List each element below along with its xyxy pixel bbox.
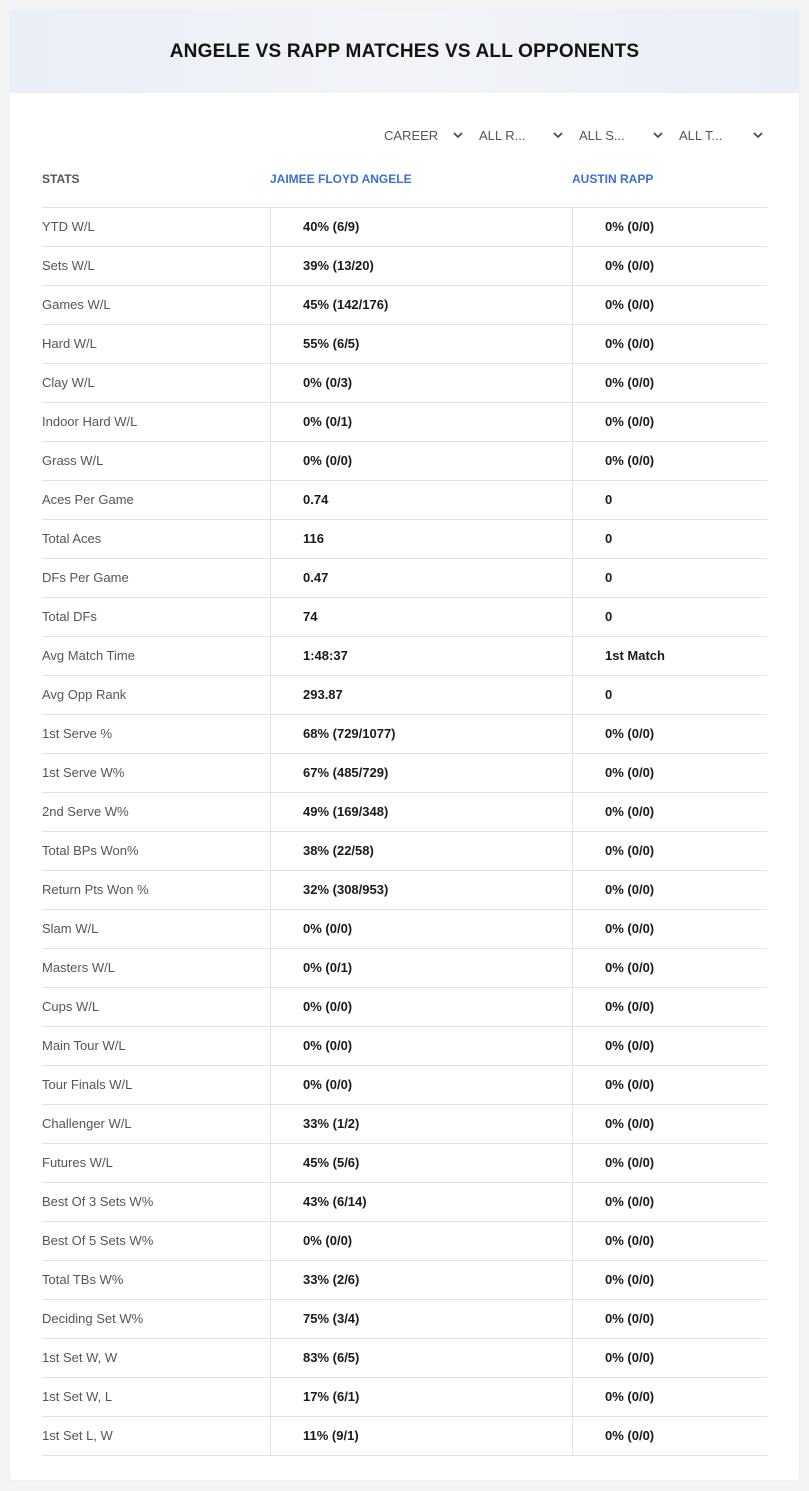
stat-label: Hard W/L	[42, 336, 97, 351]
table-row	[42, 1261, 767, 1300]
table-row	[42, 403, 767, 442]
stat-label: DFs Per Game	[42, 570, 129, 585]
stats-column-header: STATS	[42, 172, 80, 186]
table-header	[42, 160, 767, 208]
player2-stat-value: 1st Match	[572, 637, 665, 675]
table-body	[42, 208, 767, 1456]
player2-stat-value: 0% (0/0)	[572, 1027, 654, 1065]
player2-stat-value: 0% (0/0)	[572, 715, 654, 753]
player1-stat-value: 68% (729/1077)	[270, 715, 396, 753]
player1-stat-value: 40% (6/9)	[270, 208, 359, 246]
chevron-down-icon	[452, 129, 464, 141]
player2-stat-value: 0% (0/0)	[572, 247, 654, 285]
player1-stat-value: 0.74	[270, 481, 328, 519]
player1-stat-value: 43% (6/14)	[270, 1183, 367, 1221]
stat-label: 2nd Serve W%	[42, 804, 129, 819]
stat-label: Total Aces	[42, 531, 102, 546]
player2-stat-value: 0% (0/0)	[572, 754, 654, 792]
filter-tournament-select[interactable]	[679, 124, 764, 146]
filter-round-select[interactable]	[479, 124, 564, 146]
filter-period-select[interactable]	[384, 124, 464, 146]
player2-stat-value: 0% (0/0)	[572, 1105, 654, 1143]
player2-stat-value: 0% (0/0)	[572, 1261, 654, 1299]
player1-stat-value: 74	[270, 598, 317, 636]
player1-stat-value: 0.47	[270, 559, 328, 597]
table-row	[42, 481, 767, 520]
player1-column-header[interactable]: JAIMEE FLOYD ANGELE	[270, 172, 412, 186]
stat-label: 1st Serve %	[42, 726, 113, 741]
stat-label: Avg Match Time	[42, 648, 135, 663]
player2-stat-value: 0	[572, 598, 612, 636]
chevron-down-icon	[552, 129, 564, 141]
table-row	[42, 1105, 767, 1144]
chevron-down-icon	[752, 129, 764, 141]
stat-label: Avg Opp Rank	[42, 687, 127, 702]
stat-label: Best Of 5 Sets W%	[42, 1233, 154, 1248]
player1-stat-value: 55% (6/5)	[270, 325, 359, 363]
stat-label: Total BPs Won%	[42, 843, 139, 858]
table-row	[42, 598, 767, 637]
player1-stat-value: 33% (1/2)	[270, 1105, 359, 1143]
table-row	[42, 910, 767, 949]
table-row	[42, 754, 767, 793]
player2-stat-value: 0% (0/0)	[572, 442, 654, 480]
player2-stat-value: 0% (0/0)	[572, 286, 654, 324]
player1-stat-value: 38% (22/58)	[270, 832, 374, 870]
table-row	[42, 247, 767, 286]
player2-stat-value: 0% (0/0)	[572, 1378, 654, 1416]
table-row	[42, 208, 767, 247]
player2-stat-value: 0% (0/0)	[572, 208, 654, 246]
player1-stat-value: 49% (169/348)	[270, 793, 388, 831]
player1-stat-value: 45% (142/176)	[270, 286, 388, 324]
table-row	[42, 676, 767, 715]
table-row	[42, 871, 767, 910]
stat-label: Masters W/L	[42, 960, 115, 975]
stats-card	[10, 10, 799, 1480]
player1-stat-value: 0% (0/1)	[270, 949, 352, 987]
player1-stat-value: 83% (6/5)	[270, 1339, 359, 1377]
card-header	[10, 10, 799, 93]
player2-stat-value: 0% (0/0)	[572, 1339, 654, 1377]
player2-stat-value: 0	[572, 676, 612, 714]
stat-label: YTD W/L	[42, 219, 95, 234]
table-row	[42, 364, 767, 403]
table-row	[42, 1027, 767, 1066]
stat-label: Clay W/L	[42, 375, 95, 390]
player2-stat-value: 0% (0/0)	[572, 1222, 654, 1260]
table-row	[42, 1183, 767, 1222]
player1-stat-value: 11% (9/1)	[270, 1417, 359, 1455]
player1-stat-value: 75% (3/4)	[270, 1300, 359, 1338]
stat-label: Return Pts Won %	[42, 882, 149, 897]
player1-stat-value: 0% (0/0)	[270, 910, 352, 948]
stat-label: 1st Set L, W	[42, 1428, 113, 1443]
table-row	[42, 286, 767, 325]
stat-label: Grass W/L	[42, 453, 104, 468]
player2-column-header[interactable]: AUSTIN RAPP	[572, 172, 654, 186]
stat-label: Aces Per Game	[42, 492, 134, 507]
player1-stat-value: 45% (5/6)	[270, 1144, 359, 1182]
stats-table	[42, 160, 767, 1456]
player2-stat-value: 0% (0/0)	[572, 1066, 654, 1104]
player1-stat-value: 67% (485/729)	[270, 754, 388, 792]
stat-label: 1st Set W, W	[42, 1350, 118, 1365]
player1-stat-value: 293.87	[270, 676, 343, 714]
player1-stat-value: 116	[270, 520, 324, 558]
stat-label: Cups W/L	[42, 999, 100, 1014]
table-row	[42, 325, 767, 364]
player2-stat-value: 0	[572, 481, 612, 519]
stat-label: Total TBs W%	[42, 1272, 124, 1287]
table-row	[42, 793, 767, 832]
player2-stat-value: 0% (0/0)	[572, 325, 654, 363]
player2-stat-value: 0% (0/0)	[572, 988, 654, 1026]
player2-stat-value: 0% (0/0)	[572, 364, 654, 402]
table-row	[42, 715, 767, 754]
stat-label: Main Tour W/L	[42, 1038, 126, 1053]
stat-label: Total DFs	[42, 609, 97, 624]
player1-stat-value: 32% (308/953)	[270, 871, 388, 909]
filter-surface-select[interactable]	[579, 124, 664, 146]
filter-round-value: ALL R...	[479, 127, 526, 143]
player2-stat-value: 0	[572, 520, 612, 558]
stat-label: Tour Finals W/L	[42, 1077, 133, 1092]
player1-stat-value: 39% (13/20)	[270, 247, 374, 285]
chevron-down-icon	[652, 129, 664, 141]
player2-stat-value: 0% (0/0)	[572, 871, 654, 909]
filter-period-value: CAREER	[384, 127, 439, 143]
filter-tournament-value: ALL T...	[679, 127, 723, 143]
table-row	[42, 1417, 767, 1456]
stat-label: Best Of 3 Sets W%	[42, 1194, 154, 1209]
stat-label: Challenger W/L	[42, 1116, 132, 1131]
player1-stat-value: 0% (0/0)	[270, 442, 352, 480]
stat-label: 1st Set W, L	[42, 1389, 113, 1404]
page-title: ANGELE VS RAPP MATCHES VS ALL OPPONENTS	[169, 40, 640, 62]
stat-label: Slam W/L	[42, 921, 99, 936]
player1-stat-value: 0% (0/1)	[270, 403, 352, 441]
player1-stat-value: 0% (0/0)	[270, 1027, 352, 1065]
player1-stat-value: 0% (0/3)	[270, 364, 352, 402]
stat-label: 1st Serve W%	[42, 765, 125, 780]
stat-label: Deciding Set W%	[42, 1311, 144, 1326]
stat-label: Indoor Hard W/L	[42, 414, 138, 429]
table-row	[42, 1339, 767, 1378]
player1-stat-value: 17% (6/1)	[270, 1378, 359, 1416]
table-row	[42, 1222, 767, 1261]
player2-stat-value: 0	[572, 559, 612, 597]
stat-label: Sets W/L	[42, 258, 95, 273]
player1-stat-value: 0% (0/0)	[270, 1222, 352, 1260]
table-row	[42, 832, 767, 871]
player1-stat-value: 1:48:37	[270, 637, 348, 675]
player2-stat-value: 0% (0/0)	[572, 1144, 654, 1182]
player1-stat-value: 0% (0/0)	[270, 988, 352, 1026]
table-row	[42, 1300, 767, 1339]
table-row	[42, 988, 767, 1027]
stat-label: Futures W/L	[42, 1155, 113, 1170]
player2-stat-value: 0% (0/0)	[572, 793, 654, 831]
filter-surface-value: ALL S...	[579, 127, 625, 143]
player2-stat-value: 0% (0/0)	[572, 403, 654, 441]
player2-stat-value: 0% (0/0)	[572, 910, 654, 948]
table-row	[42, 442, 767, 481]
table-row	[42, 559, 767, 598]
table-row	[42, 1378, 767, 1417]
table-row	[42, 1066, 767, 1105]
player2-stat-value: 0% (0/0)	[572, 949, 654, 987]
table-row	[42, 949, 767, 988]
player2-stat-value: 0% (0/0)	[572, 1300, 654, 1338]
player1-stat-value: 33% (2/6)	[270, 1261, 359, 1299]
player2-stat-value: 0% (0/0)	[572, 832, 654, 870]
stat-label: Games W/L	[42, 297, 111, 312]
filter-bar	[10, 124, 799, 146]
table-row	[42, 637, 767, 676]
player2-stat-value: 0% (0/0)	[572, 1183, 654, 1221]
player2-stat-value: 0% (0/0)	[572, 1417, 654, 1455]
player1-stat-value: 0% (0/0)	[270, 1066, 352, 1104]
table-row	[42, 520, 767, 559]
table-row	[42, 1144, 767, 1183]
